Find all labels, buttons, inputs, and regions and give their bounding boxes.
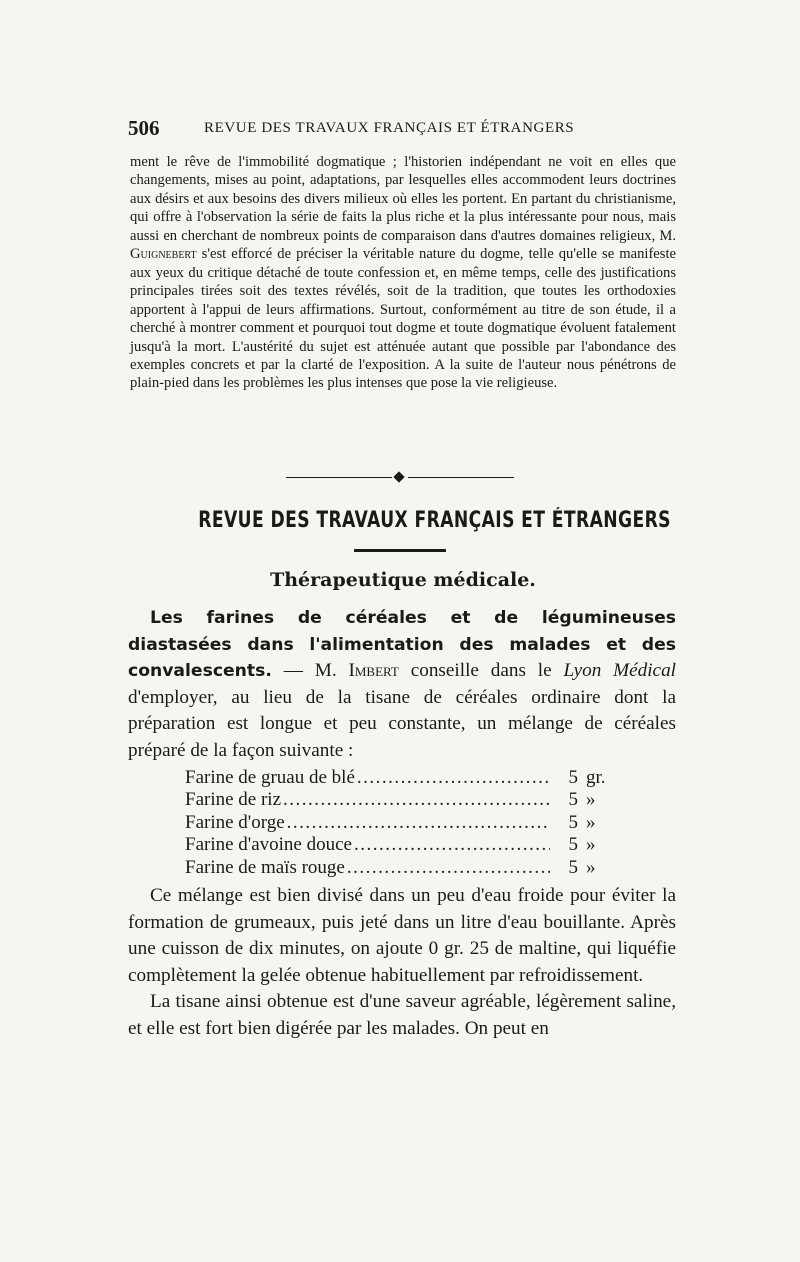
recipe-item: Farine de riz ..... 5 » bbox=[185, 789, 620, 812]
recipe-item: Farine d'avoine douce ..... 5 » bbox=[185, 834, 620, 857]
recipe-item: Farine de gruau de blé ..... 5 gr. bbox=[185, 767, 620, 790]
article-paragraph-3: La tisane ainsi obtenue est d'une saveur agréable, légèrement saline, et elle est fort bien digérée par les malades. On peut en bbox=[128, 991, 676, 1040]
title-underline bbox=[354, 549, 446, 552]
author-name: Guignebert bbox=[130, 246, 197, 263]
article-paragraph-1: Les farines de céréales et de légumineuses diastasées dans l'alimentation des malades et des convalescents. — M. Imbert conseille dans le Lyon Médical d'employer, au lieu de la tisane de céréales ordinaire dont la préparation est longue et peu constante, un mélange de céréales préparé de la façon suivante : bbox=[128, 608, 677, 761]
journal-name: Lyon Médical bbox=[563, 660, 677, 682]
recipe-list bbox=[185, 767, 620, 880]
recipe-item: Farine d'orge ..... 5 » bbox=[185, 812, 620, 835]
article-paragraph-2: Ce mélange est bien divisé dans un peu d'eau froide pour éviter la formation de grumeaux, puis jeté dans un litre d'eau bouillante. Après une cuisson de dix minutes, on ajoute 0 gr. 25 de maltine, qui liquéfie complètement la gelée obtenue habituellement par refroidissement. bbox=[128, 885, 676, 986]
previous-review-paragraph: ment le rêve de l'immobilité dogmatique ; l'historien indépendant ne voit en elles que changements, mises au point, adaptations, par lesquelles elles accommodent leurs doctrines aux désirs et aux besoins des divers milieux où elles les portent. En partant du christianisme, qui offre à l'observation la série de faits la plus riche et la plus intéressante pour nous, mais aussi en cherchant de nombreux points de comparaison dans d'autres domaines religieux, M. Guignebert s'est efforcé de préciser la véritable nature du dogme, telle qu'elle se manifeste aux yeux du critique détaché de toute confession et, en même temps, celle des justifications principales tirées soit des textes révélés, soit de la tradition, que toutes les orthodoxies apportent à l'appui de leurs affirmations. Surtout, conformément au titre de son étude, il a cherché à montrer comment et pourquoi tout dogme et toute dogmatique évoluent fatalement jusqu'à la mort. L'austérité du sujet est atténuée autant que possible par l'abondance des exemples concrets et par la clarté de l'exposition. A la suite de l'auteur nous pénétrons de plain-pied dans les problèmes les plus intenses que pose la vie religieuse. bbox=[130, 154, 676, 392]
page-number: 506 bbox=[128, 116, 160, 140]
running-title: REVUE DES TRAVAUX FRANÇAIS ET ÉTRANGERS bbox=[204, 120, 575, 136]
section-title: REVUE DES TRAVAUX FRANÇAIS ET ÉTRANGERS bbox=[198, 508, 671, 533]
article-body bbox=[128, 605, 676, 1043]
author-name: Imbert bbox=[348, 660, 399, 682]
running-head bbox=[128, 116, 676, 144]
subsection-title: Thérapeutique médicale. bbox=[270, 569, 536, 591]
diamond-icon bbox=[393, 471, 404, 482]
recipe-item: Farine de maïs rouge ..... 5 » bbox=[185, 857, 620, 880]
previous-review-text bbox=[130, 153, 676, 393]
article-headline: Les farines de céréales et de légumineuses diastasées dans l'alimentation des malades et des convalescents. bbox=[128, 608, 676, 682]
section-separator-ornament bbox=[286, 472, 514, 484]
